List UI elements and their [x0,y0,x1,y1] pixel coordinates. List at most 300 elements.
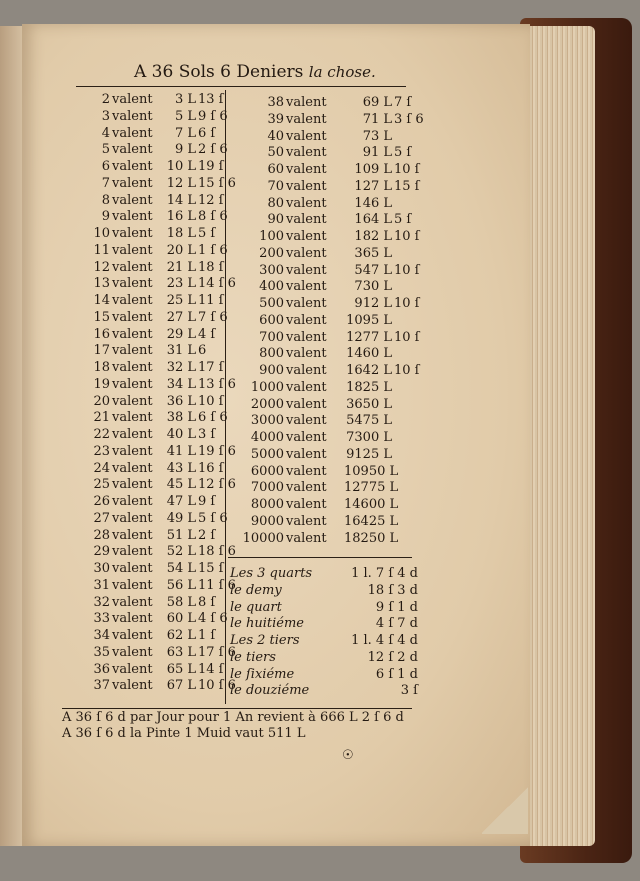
quantity: 900 [259,363,284,378]
quantity: 500 [259,296,284,311]
table-row [232,430,432,447]
quantity: 50 [267,145,284,161]
left-value-table [58,92,236,695]
valent-label: valent [112,561,153,576]
livres-value: 146 L [354,195,392,211]
quantity: 2 [101,92,110,107]
sols-value: 10 ſ [394,363,420,378]
valent-label: valent [112,527,153,543]
sols-value: 14 ſ 6 [198,276,236,292]
sols-value: 9 ſ [198,494,216,509]
table-row [232,464,432,481]
livres-value: 18 L [166,226,196,241]
quantity: 400 [259,279,284,295]
livres-value: 25 L [166,293,196,308]
sols-value: 10 ſ 6 [198,678,236,694]
sols-value: 18 ſ 6 [198,544,236,560]
livres-value: 9125 L [346,446,392,462]
table-row [58,611,228,628]
table-row [58,376,236,394]
valent-label: valent [112,360,153,375]
sols-value: 16 ſ [198,460,224,476]
valent-label: valent [112,108,153,124]
sols-value: 19 ſ [198,159,224,174]
livres-value: 73 L [362,128,392,144]
ornament-icon: ☉ [342,748,354,763]
livres-value: 14 L [166,192,196,208]
right-value-table [232,95,432,547]
livres-value: 14600 L [344,497,399,512]
fraction-label: le quart [230,599,282,615]
livres-value: 52 L [166,544,196,560]
sols-value: 13 ſ [198,92,224,107]
livres-value: 36 L [166,393,196,409]
quantity: 700 [259,329,284,345]
livres-value: 65 L [166,661,196,677]
table-row [232,212,432,229]
quantity: 7000 [250,480,284,496]
valent-label: valent [112,343,153,359]
livres-value: 18250 L [344,530,399,546]
quantity: 37 [93,678,110,694]
livres-value: 10 L [166,159,196,174]
livres-value: 34 L [166,376,196,392]
livres-value: 16 L [166,209,196,225]
table-row [58,260,228,277]
sols-value: 4 ſ [198,326,216,342]
sols-value: 11 ſ 6 [198,577,236,593]
table-row [58,443,236,461]
fraction-row [226,600,426,617]
valent-label: valent [112,276,153,292]
table-row [58,109,228,126]
table-row [232,95,432,112]
table-row [58,394,228,411]
table-row [58,159,228,176]
valent-label: valent [112,376,153,392]
quantity: 38 [267,95,284,110]
quantity: 70 [267,178,284,194]
table-row [232,397,432,414]
table-row [58,427,228,444]
livres-value: 5475 L [346,413,392,429]
fraction-label: le tiers [230,649,276,665]
sols-value: 19 ſ 6 [198,443,236,459]
table-row [232,346,432,363]
page-header [134,62,376,82]
quantity: 14 [93,293,110,308]
sols-value: 13 ſ 6 [198,376,236,392]
livres-value: 38 L [166,410,196,426]
quantity: 29 [93,544,110,560]
quantity: 8000 [250,497,284,512]
sols-value: 5 ſ [394,145,412,161]
valent-label: valent [286,128,327,144]
bottom-rule [62,708,412,709]
valent-label: valent [286,329,327,345]
valent-label: valent [112,427,153,442]
quantity: 10000 [242,530,284,546]
table-row [58,360,228,377]
valent-label: valent [286,430,327,445]
valent-label: valent [286,312,327,328]
livres-value: 51 L [166,527,196,543]
sols-value: 10 ſ [394,162,420,177]
quantity: 5000 [250,446,284,462]
table-row [58,461,228,478]
quantity: 5 [101,142,110,158]
valent-label: valent [286,480,327,496]
sols-value: 10 ſ [394,229,420,244]
livres-value: 91 L [362,145,392,161]
fractions-rule [228,557,412,558]
sols-value: 7 ſ 6 [198,309,228,325]
quantity: 36 [93,661,110,677]
valent-label: valent [112,477,153,493]
quantity: 60 [267,162,284,177]
table-row [58,343,228,360]
fraction-value: 12 ſ 2 d [367,649,418,665]
sols-value: 10 ſ [394,262,420,278]
valent-label: valent [112,92,153,107]
sols-value: 12 ſ 6 [198,477,236,493]
table-row [232,497,432,514]
fraction-value: 1 l. 4 ſ 4 d [351,633,418,648]
quantity: 18 [93,360,110,375]
quantity: 300 [259,262,284,278]
table-row [58,209,228,226]
footer-line-2: A 36 ſ 6 d la Pinte 1 Muid vaut 511 L [62,726,306,741]
valent-label: valent [112,544,153,560]
valent-label: valent [286,363,327,378]
header-title-italic: la chose. [308,63,376,81]
valent-label: valent [112,209,153,225]
table-row [232,145,432,162]
livres-value: 912 L [354,296,392,311]
quantity: 39 [267,111,284,127]
valent-label: valent [286,379,327,395]
valent-label: valent [286,229,327,244]
table-row [232,330,432,347]
sols-value: 3 ſ [198,427,216,442]
sols-value: 11 ſ [198,293,224,308]
table-row [58,327,228,344]
table-row [232,162,432,179]
livres-value: 3 L [174,92,196,107]
sols-value: 12 ſ [198,192,224,208]
quantity: 22 [93,427,110,442]
quantity: 10 [93,226,110,241]
quantity: 800 [259,346,284,362]
fraction-row [226,616,426,633]
fraction-label: le ſixiéme [230,666,295,682]
valent-label: valent [112,259,153,275]
footer-line-1: A 36 ſ 6 d par Jour pour 1 An revient à 666 L 2 ſ 6 d [62,710,404,725]
quantity: 6 [101,159,110,174]
livres-value: 16425 L [344,513,399,529]
livres-value: 3650 L [346,396,392,412]
valent-label: valent [286,279,327,295]
table-row [58,644,236,662]
fraction-value: 1 l. 7 ſ 4 d [351,566,418,581]
livres-value: 31 L [166,343,196,359]
table-row [232,296,432,313]
livres-value: 41 L [166,443,196,459]
quantity: 8 [101,192,110,208]
livres-value: 547 L [354,262,392,278]
valent-label: valent [286,463,327,479]
table-row [58,628,228,645]
livres-value: 21 L [166,259,196,275]
fraction-value: 6 ſ 1 d [375,666,418,682]
table-row [232,413,432,430]
valent-label: valent [112,410,153,426]
valent-label: valent [112,510,153,526]
folded-corner [482,786,528,834]
quantity: 2000 [250,396,284,412]
livres-value: 62 L [166,628,196,643]
sols-value: 18 ſ [198,259,224,275]
fraction-label: le demy [230,582,282,598]
quantity: 34 [93,628,110,643]
quantity: 9 [101,209,110,225]
table-row [58,595,228,612]
quantity: 6000 [250,463,284,479]
fraction-row [226,650,426,667]
quantity: 7 [101,175,110,191]
valent-label: valent [112,644,153,660]
table-row [58,126,228,143]
valent-label: valent [286,446,327,462]
table-row [232,129,432,146]
sols-value: 6 ſ [198,125,216,141]
table-row [58,175,236,193]
valent-label: valent [112,443,153,459]
quantity: 9000 [250,513,284,529]
valent-label: valent [286,145,327,161]
table-row [58,494,228,511]
valent-label: valent [112,192,153,208]
livres-value: 1642 L [346,363,392,378]
valent-label: valent [286,513,327,529]
valent-label: valent [286,530,327,546]
valent-label: valent [112,678,153,694]
table-row [232,279,432,296]
quantity: 600 [259,312,284,328]
valent-label: valent [112,326,153,342]
quantity: 20 [93,393,110,409]
table-row [58,577,236,595]
table-row [232,112,432,129]
valent-label: valent [112,611,153,627]
livres-value: 60 L [166,611,196,627]
livres-value: 182 L [354,229,392,244]
fraction-row [226,583,426,600]
livres-value: 58 L [166,594,196,610]
table-row [58,293,228,310]
livres-value: 54 L [166,561,196,576]
livres-value: 10950 L [344,463,399,479]
table-row [232,363,432,380]
livres-value: 49 L [166,510,196,526]
valent-label: valent [112,293,153,308]
sols-value: 2 ſ [198,527,216,543]
livres-value: 9 L [174,142,196,158]
livres-value: 1825 L [346,379,392,395]
table-row [232,447,432,464]
quantity: 80 [267,195,284,211]
livres-value: 63 L [166,644,196,660]
valent-label: valent [286,497,327,512]
quantity: 16 [93,326,110,342]
fraction-label: Les 2 tiers [230,633,300,648]
quantity: 3 [101,108,110,124]
valent-label: valent [112,494,153,509]
livres-value: 730 L [354,279,392,295]
fraction-row [226,683,426,700]
quantity: 19 [93,376,110,392]
quantity: 21 [93,410,110,426]
table-row [58,92,228,109]
livres-value: 164 L [354,212,392,228]
quantity: 30 [93,561,110,576]
sols-value: 4 ſ 6 [198,611,228,627]
fraction-label: le huitiéme [230,616,304,632]
table-row [232,514,432,531]
quantity: 90 [267,212,284,228]
valent-label: valent [112,628,153,643]
valent-label: valent [112,460,153,476]
table-row [232,229,432,246]
livres-value: 365 L [354,245,392,261]
quantity: 100 [259,229,284,244]
table-row [58,678,236,695]
sols-value: 10 ſ [394,329,420,345]
valent-label: valent [286,245,327,261]
sols-value: 10 ſ [198,393,224,409]
livres-value: 109 L [354,162,392,177]
valent-label: valent [112,226,153,241]
table-row [58,142,228,159]
livres-value: 45 L [166,477,196,493]
table-row [232,196,432,213]
quantity: 1000 [250,379,284,395]
fraction-row [226,667,426,684]
valent-label: valent [112,142,153,158]
valent-label: valent [286,346,327,362]
sols-value: 17 ſ 6 [198,644,236,660]
livres-value: 12 L [166,175,196,191]
quantity: 13 [93,276,110,292]
sols-value: 15 ſ [198,561,224,576]
table-row [58,511,228,528]
quantity: 23 [93,443,110,459]
livres-value: 27 L [166,309,196,325]
quantity: 25 [93,477,110,493]
sols-value: 5 ſ [198,226,216,241]
valent-label: valent [112,159,153,174]
livres-value: 23 L [166,276,196,292]
table-row [232,480,432,497]
sols-value: 9 ſ 6 [198,108,228,124]
table-row [232,531,432,548]
table-row [58,226,228,243]
table-row [58,410,228,427]
valent-label: valent [286,262,327,278]
sols-value: 15 ſ 6 [198,175,236,191]
sols-value: 2 ſ 6 [198,142,228,158]
fraction-value: 18 ſ 3 d [367,582,418,598]
table-row [232,380,432,397]
quantity: 15 [93,309,110,325]
quantity: 27 [93,510,110,526]
table-row [232,313,432,330]
sols-value: 6 [198,343,207,359]
quantity: 26 [93,494,110,509]
valent-label: valent [112,594,153,610]
quantity: 35 [93,644,110,660]
livres-value: 1460 L [346,346,392,362]
quantity: 17 [93,343,110,359]
livres-value: 43 L [166,460,196,476]
sols-value: 17 ſ [198,360,224,375]
sols-value: 6 ſ 6 [198,410,228,426]
fraction-value: 4 ſ 7 d [375,616,418,632]
livres-value: 71 L [362,111,392,127]
livres-value: 1277 L [346,329,392,345]
sols-value: 5 ſ [394,212,412,228]
sols-value: 15 ſ [394,178,420,194]
fraction-value: 9 ſ 1 d [375,599,418,615]
livres-value: 5 L [174,108,196,124]
quantity: 33 [93,611,110,627]
valent-label: valent [112,661,153,677]
sols-value: 1 ſ 6 [198,242,228,258]
fraction-label: Les 3 quarts [230,566,313,581]
valent-label: valent [286,396,327,412]
sols-value: 5 ſ 6 [198,510,228,526]
livres-value: 29 L [166,326,196,342]
livres-value: 67 L [166,678,196,694]
livres-value: 20 L [166,242,196,258]
table-row [232,179,432,196]
quantity: 12 [93,259,110,275]
table-row [58,193,228,210]
valent-label: valent [286,111,327,127]
table-row [58,243,228,260]
valent-label: valent [286,195,327,211]
quantity: 3000 [250,413,284,429]
valent-label: valent [112,393,153,409]
table-row [58,561,228,578]
valent-label: valent [286,212,327,228]
livres-value: 7300 L [346,430,392,445]
sols-value: 10 ſ [394,296,420,311]
table-row [58,477,236,494]
livres-value: 32 L [166,360,196,375]
sols-value: 8 ſ [198,594,216,610]
valent-label: valent [112,577,153,593]
table-row [58,310,228,327]
valent-label: valent [112,242,153,258]
quantity: 32 [93,594,110,610]
sols-value: 14 ſ [198,661,224,677]
valent-label: valent [286,296,327,311]
sols-value: 3 ſ 6 [394,111,424,127]
fraction-value: 3 ſ [400,683,418,699]
quantity: 11 [93,242,110,258]
livres-value: 127 L [354,178,392,194]
